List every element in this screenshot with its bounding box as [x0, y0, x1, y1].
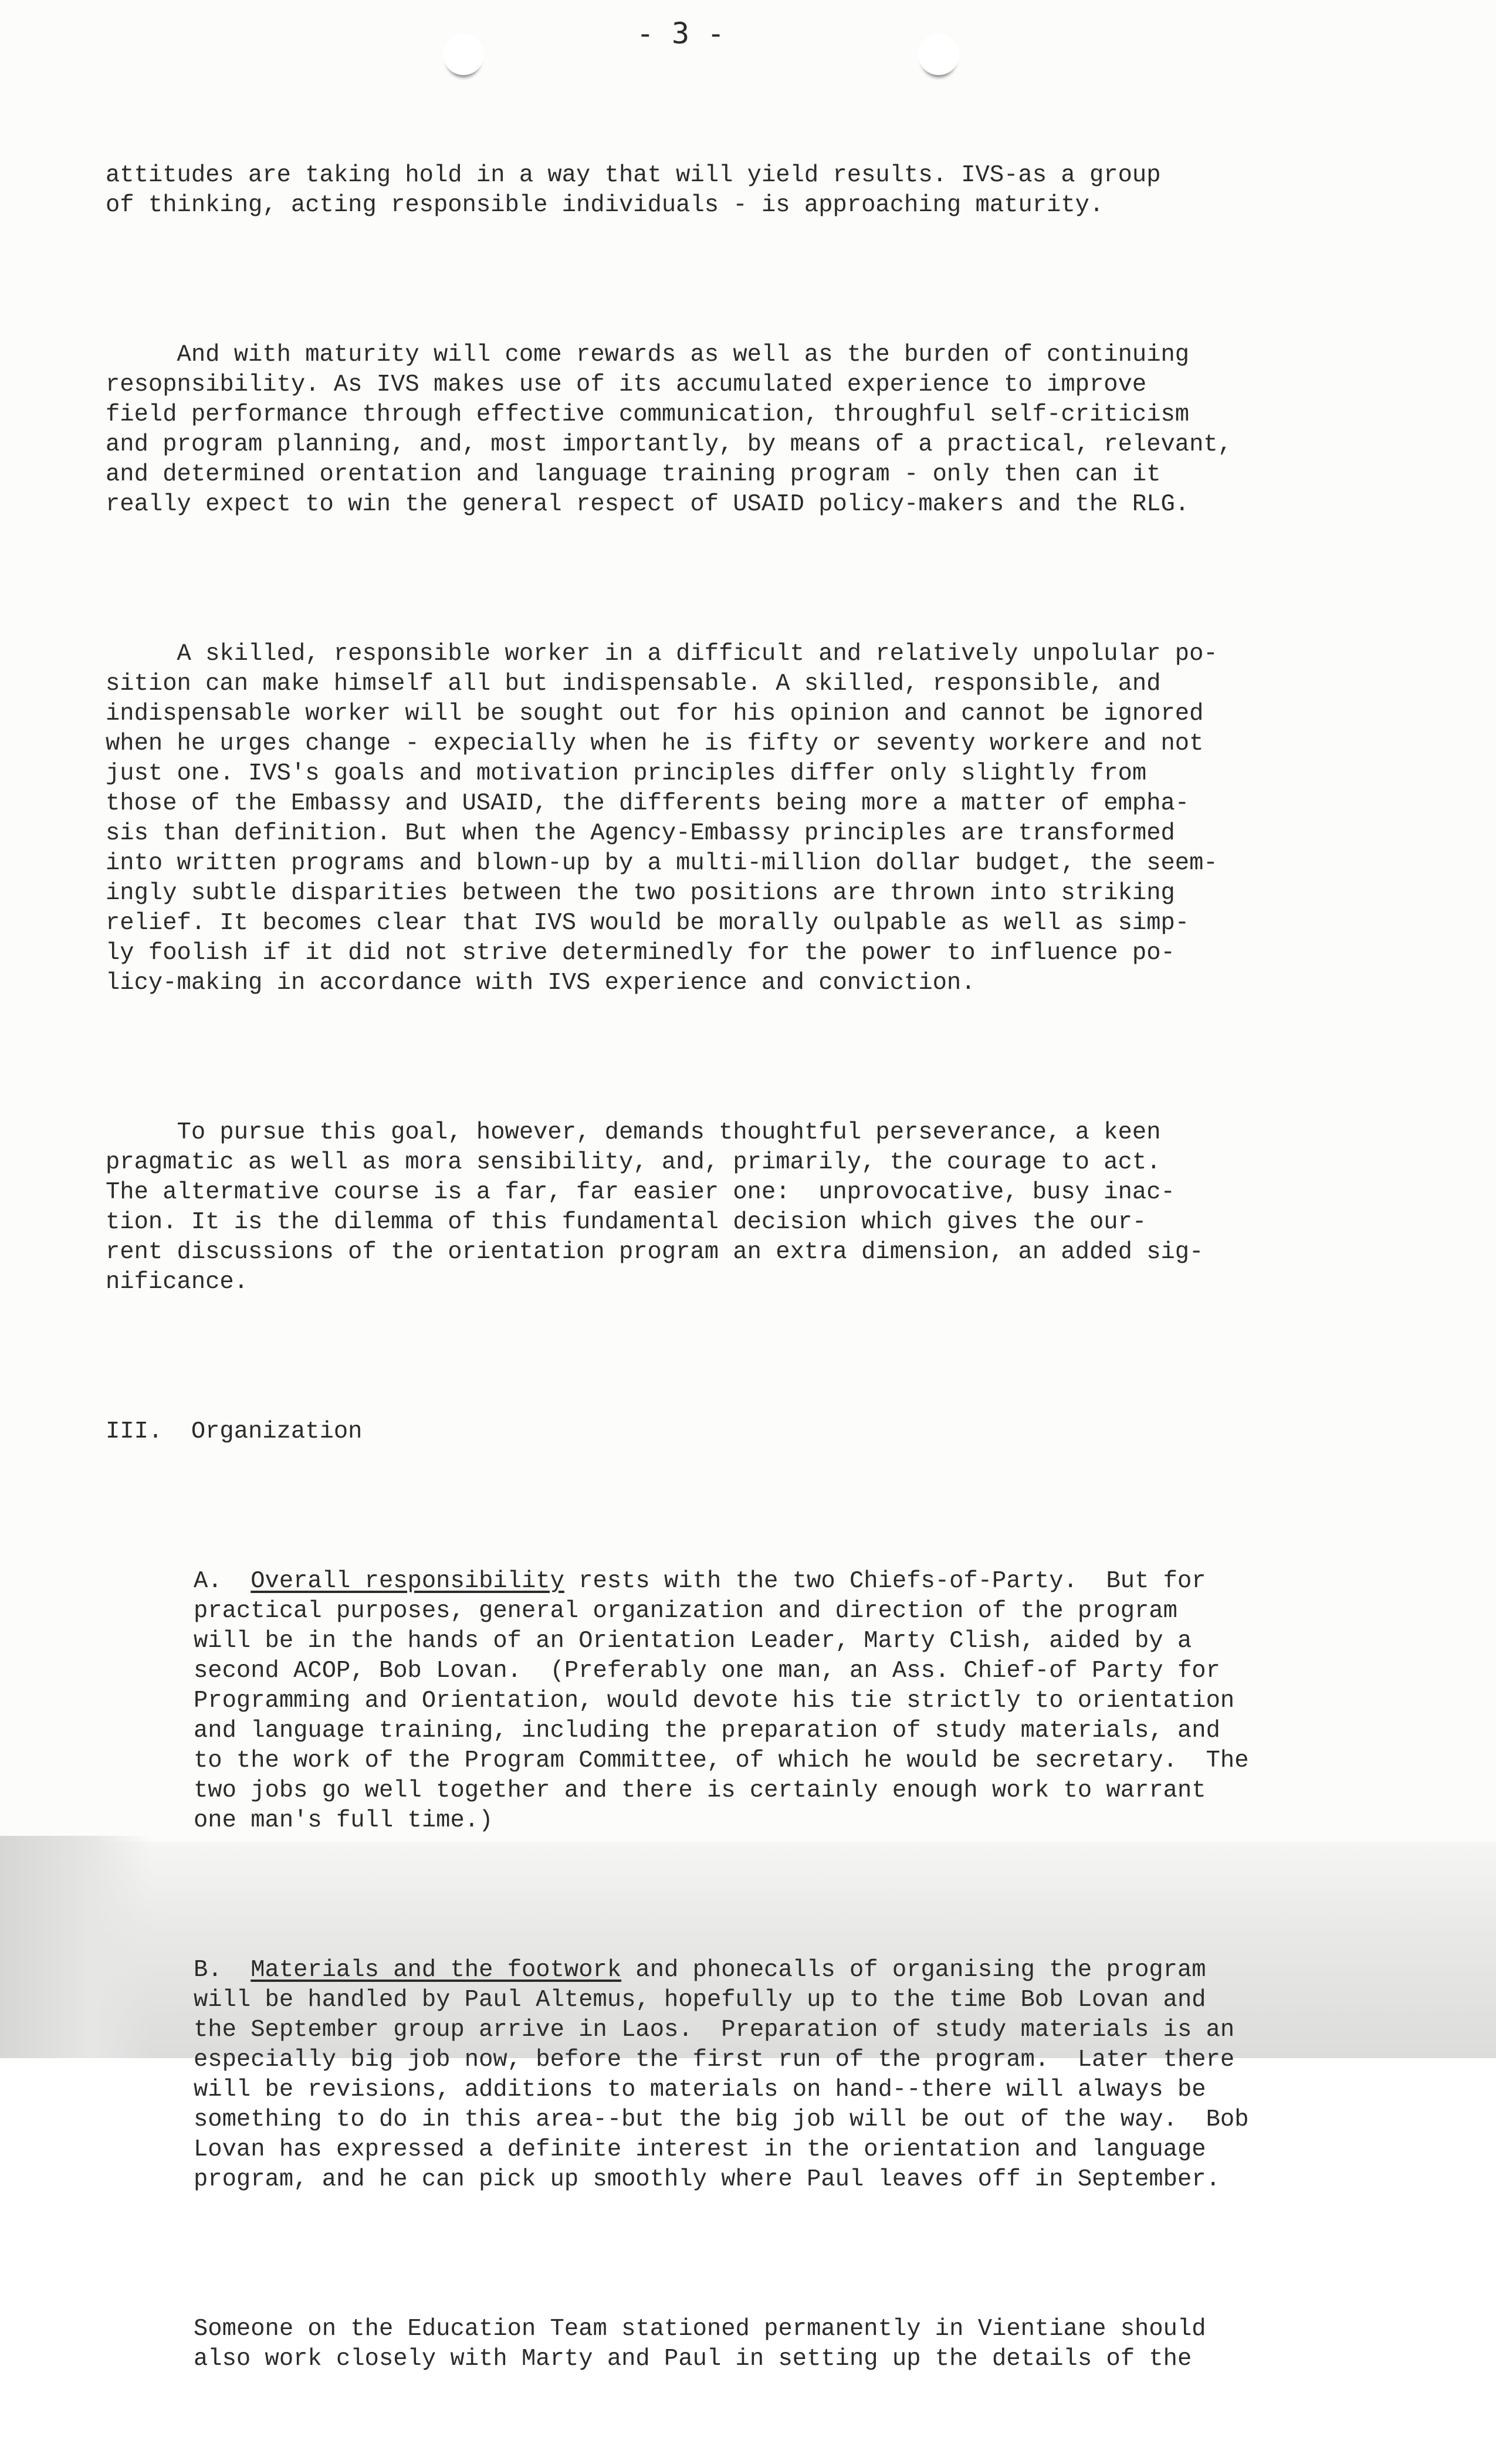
item-a-first-line — [194, 1567, 1279, 1597]
section-numeral: III. — [106, 1418, 163, 1445]
text-line: one man's full time.) — [194, 1807, 493, 1834]
text-line: A skilled, responsible worker in a difficult and relatively unpolular po- — [106, 640, 1218, 667]
text-line: those of the Embassy and USAID, the differents being more a matter of empha- — [106, 790, 1190, 817]
text-line: And with maturity will come rewards as well as the burden of continuing — [106, 341, 1190, 368]
paragraph-maturity — [106, 340, 1279, 520]
paragraph-education-team — [106, 2314, 1279, 2374]
text-line: program, and he can pick up smoothly where Paul leaves off in September. — [194, 2166, 1220, 2193]
text-line: second ACOP, Bob Lovan. (Preferably one man, an Ass. Chief-of Party for — [194, 1658, 1220, 1685]
text-line: sis than definition. But when the Agency-Embassy principles are transformed — [106, 820, 1175, 847]
text-line: sition can make himself all but indispensable. A skilled, responsible, and — [106, 670, 1161, 697]
text-line: the September group arrive in Laos. Preparation of study materials is an — [194, 2016, 1235, 2043]
text-line: nificance. — [106, 1269, 249, 1296]
text-line: also work closely with Marty and Paul in setting up the details of the — [194, 2346, 1192, 2373]
text-line: when he urges change - expecially when he is fifty or seventy workere and not — [106, 730, 1204, 757]
text-line: and determined orentation and language training program - only then can it — [106, 461, 1161, 488]
text-line: Lovan has expressed a definite interest in the orientation and language — [194, 2136, 1206, 2163]
text-line: will be handled by Paul Altemus, hopefully up to the time Bob Lovan and — [194, 1987, 1206, 2014]
text-line: relief. It becomes clear that IVS would be morally oulpable as well as simp- — [106, 910, 1190, 937]
text-line: and language training, including the preparation of study materials, and — [194, 1717, 1220, 1744]
text-line: tion. It is the dilemma of this fundamental decision which gives the our- — [106, 1209, 1147, 1236]
punch-hole-left — [443, 34, 484, 75]
item-first-line-rest: rests with the two Chiefs-of-Party. But for — [564, 1568, 1206, 1595]
text-line: really expect to win the general respect of USAID policy-makers and the RLG. — [106, 491, 1190, 518]
text-line: into written programs and blown-up by a multi-million dollar budget, the seem- — [106, 850, 1218, 877]
text-line: just one. IVS's goals and motivation principles differ only slightly from — [106, 760, 1147, 787]
text-line: To pursue this goal, however, demands thoughtful perseverance, a keen — [106, 1119, 1161, 1146]
text-line: especially big job now, before the first run of the program. Later there — [194, 2046, 1235, 2073]
text-line: field performance through effective communication, throughful self-criticism — [106, 401, 1190, 428]
text-line: will be revisions, additions to materials on hand--there will always be — [194, 2076, 1206, 2103]
text-line: Programming and Orientation, would devote his tie strictly to orientation — [194, 1687, 1235, 1714]
paragraph-continuation — [106, 161, 1279, 221]
text-line: Someone on the Education Team stationed permanently in Vientiane should — [194, 2316, 1206, 2343]
item-heading: Overall responsibility — [251, 1568, 564, 1595]
text-line: indispensable worker will be sought out for his opinion and cannot be ignored — [106, 700, 1204, 727]
text-line: rent discussions of the orientation program an extra dimension, an added sig- — [106, 1239, 1204, 1266]
paragraph-skilled-worker — [106, 639, 1279, 998]
item-first-line-rest: and phonecalls of organising the program — [621, 1957, 1206, 1984]
text-line: something to do in this area--but the big job will be out of the way. Bob — [194, 2106, 1249, 2133]
item-b — [106, 1955, 1279, 2195]
text-line: pragmatic as well as mora sensibility, and, primarily, the courage to act. — [106, 1149, 1161, 1176]
item-letter: B. — [194, 1957, 222, 1984]
text-line: of thinking, acting responsible individuals - is approaching maturity. — [106, 192, 1104, 219]
item-a — [106, 1567, 1279, 1836]
body-text — [106, 101, 1279, 2464]
text-line: will be in the hands of an Orientation Leader, Marty Clish, aided by a — [194, 1628, 1192, 1655]
text-line: ly foolish if it did not strive determinedly for the power to influence po- — [106, 940, 1175, 967]
page-number: - 3 - — [636, 16, 725, 50]
text-line: resopnsibility. As IVS makes use of its accumulated experience to improve — [106, 371, 1147, 398]
item-b-first-line — [194, 1955, 1279, 1985]
text-line: The altermative course is a far, far easier one: unprovocative, busy inac- — [106, 1179, 1175, 1206]
text-line: attitudes are taking hold in a way that will yield results. IVS-as a group — [106, 162, 1161, 189]
section-title: Organization — [191, 1418, 363, 1445]
text-line: to the work of the Program Committee, of which he would be secretary. The — [194, 1747, 1249, 1774]
text-line: practical purposes, general organization and direction of the program — [194, 1598, 1177, 1625]
section-heading — [106, 1417, 1279, 1447]
text-line: two jobs go well together and there is certainly enough work to warrant — [194, 1777, 1206, 1804]
text-line: ingly subtle disparities between the two positions are thrown into striking — [106, 880, 1175, 907]
item-letter: A. — [194, 1568, 222, 1595]
text-line: and program planning, and, most importantly, by means of a practical, relevant, — [106, 431, 1233, 458]
item-heading: Materials and the footwork — [251, 1957, 622, 1984]
text-line: licy-making in accordance with IVS experience and conviction. — [106, 970, 976, 997]
paragraph-pursue-goal — [106, 1118, 1279, 1297]
punch-hole-right — [918, 34, 959, 75]
